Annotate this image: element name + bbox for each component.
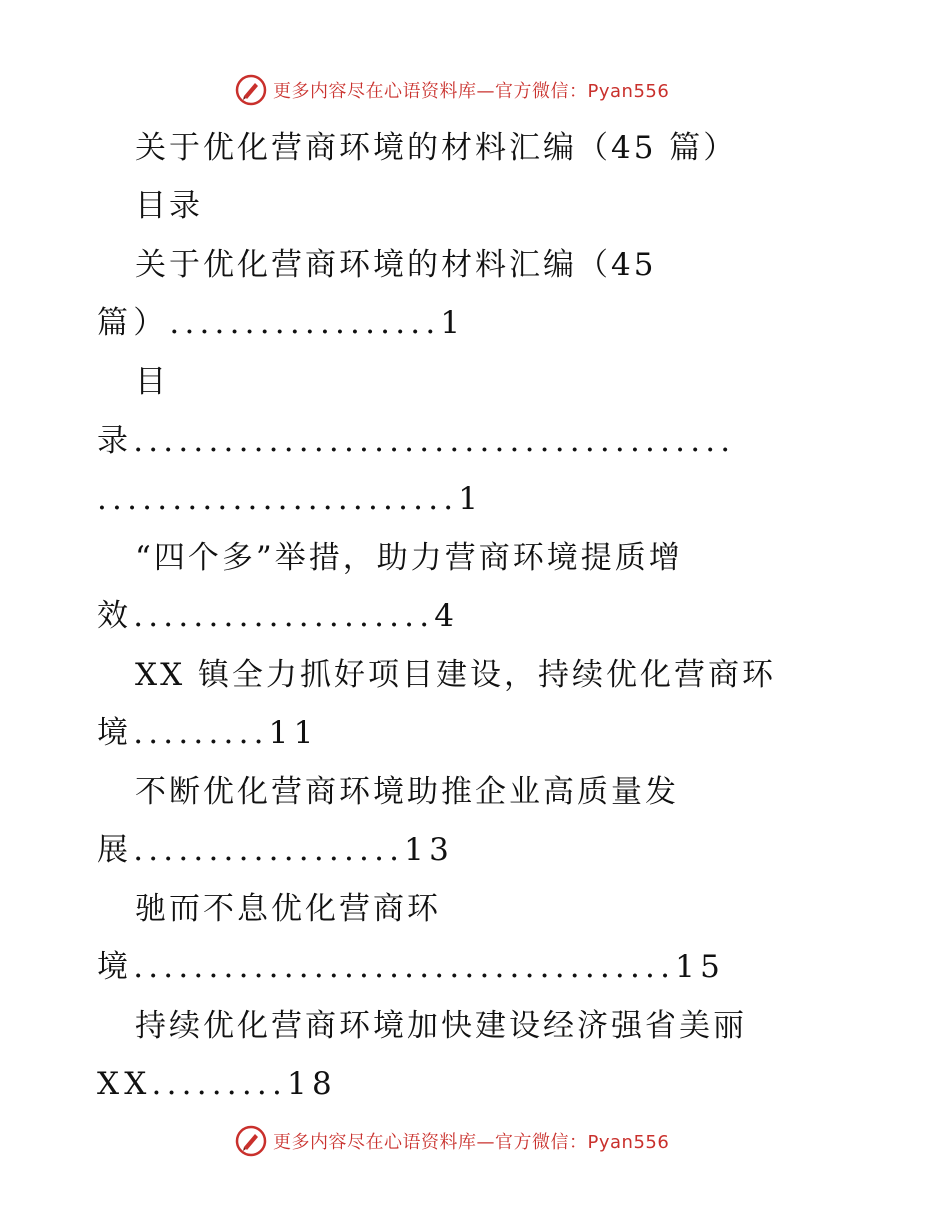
toc-entry-3-part1: 不断优化营商环境助推企业高质量发 [135, 774, 679, 810]
toc-entry-contents-part1: 目 [135, 364, 169, 400]
document-title: 关于优化营商环境的材料汇编（45 篇） [135, 130, 738, 166]
watermark-text: 更多内容尽在心语资料库—官方微信：Pyan556 [273, 81, 670, 102]
toc-entry-contents-part3: ........................1 [97, 481, 484, 517]
pen-logo-icon [235, 1125, 267, 1157]
toc-entry-2-part1: XX 镇全力抓好项目建设，持续优化营商环 [135, 657, 776, 693]
toc-heading: 目录 [135, 188, 203, 224]
toc-entry-title-part2: 篇）..................1 [97, 305, 466, 341]
toc-entry-3-part2: 展..................13 [97, 832, 455, 868]
toc-entry-contents-part2: 录........................................ [97, 423, 736, 459]
watermark-footer [235, 1123, 669, 1159]
toc-entry-5-part2: XX.........18 [97, 1066, 337, 1102]
toc-entry-1-part2: 效....................4 [97, 598, 460, 634]
toc-entry-4-part1: 驰而不息优化营商环 [135, 891, 441, 927]
toc-entry-5-part1: 持续优化营商环境加快建设经济强省美丽 [135, 1008, 747, 1044]
watermark-text: 更多内容尽在心语资料库—官方微信：Pyan556 [273, 1132, 670, 1153]
toc-entry-title-part1: 关于优化营商环境的材料汇编（45 [135, 247, 657, 283]
toc-entry-4-part2: 境....................................15 [97, 949, 725, 985]
pen-logo-icon [235, 74, 267, 106]
toc-entry-1-part1: “四个多”举措，助力营商环境提质增 [135, 540, 683, 576]
toc-entry-2-part2: 境.........11 [97, 715, 319, 751]
watermark-header [235, 72, 669, 108]
